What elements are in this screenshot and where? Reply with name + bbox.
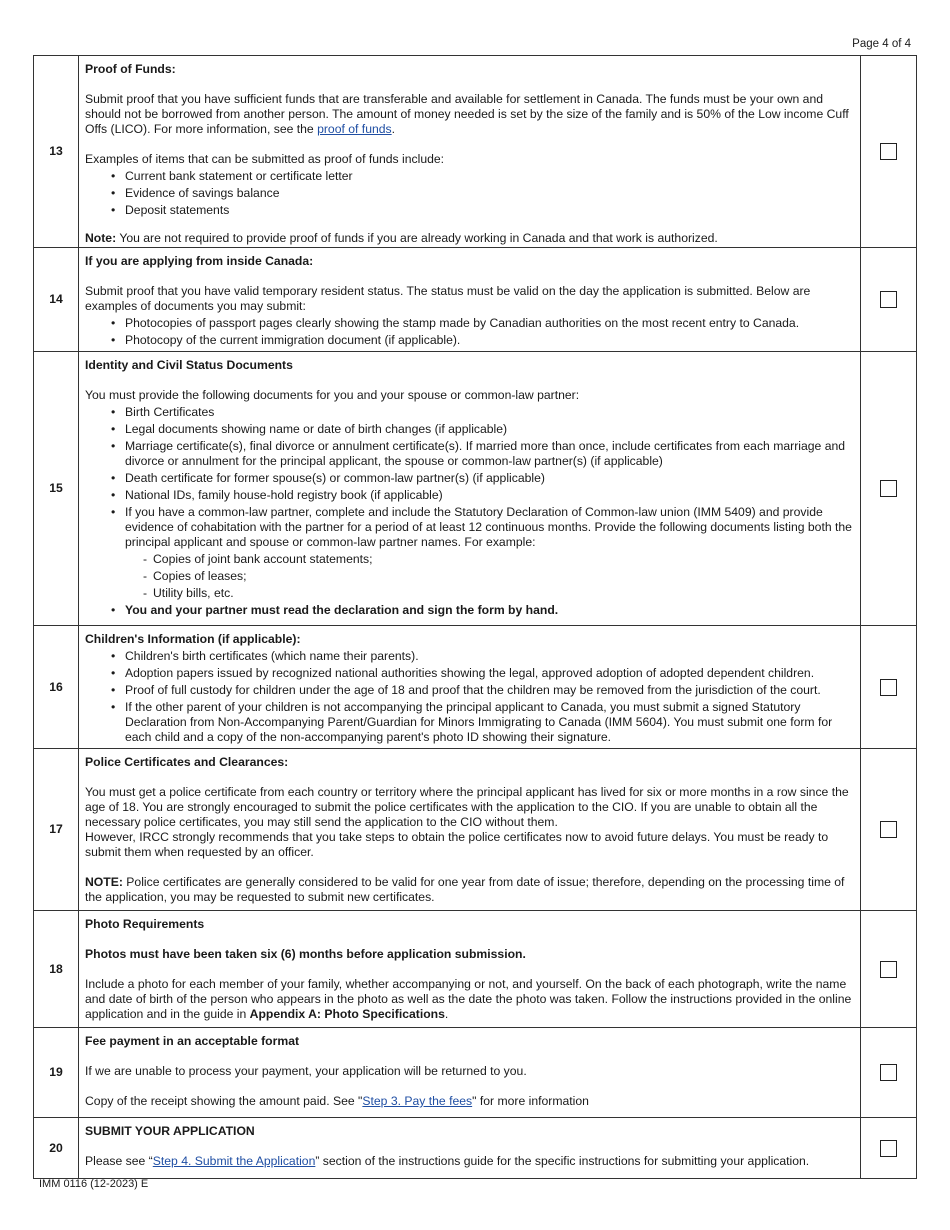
note: NOTE: Police certificates are generally considered to be valid for one year from date of issue; therefore, depending on the processing time of the application, you may be requested to submit new certificates. (85, 875, 845, 904)
sub-list (125, 552, 854, 601)
row-content (79, 626, 861, 749)
row-content (79, 56, 861, 248)
list-item: • If the other parent of your children is not accompanying the principal applicant to Canada, you must submit a signed Statutory Declaration from Non-Accompanying Parent/Guardian for Minors Immigrating to Canada (IMM 5604). You must submit one form for each child and a copy of the non-accompanying parent's photo ID showing their signature. (111, 700, 854, 745)
paragraph: If we are unable to process your payment, your application will be returned to you. (85, 1064, 527, 1078)
checkbox[interactable] (880, 821, 897, 838)
row-title: Fee payment in an acceptable format (85, 1034, 300, 1048)
row-number: 13 (34, 56, 79, 248)
checkbox[interactable] (880, 1140, 897, 1157)
page-number: Page 4 of 4 (852, 38, 911, 50)
row-number: 17 (34, 749, 79, 911)
list-item: • Marriage certificate(s), final divorce or annulment certificate(s). If married more than once, include certificates from each marriage and divorce or annulment for the principal applicant, the spouse or common-law partner(s) (if applicable) (111, 439, 854, 469)
row-title: SUBMIT YOUR APPLICATION (85, 1124, 255, 1138)
paragraph: Copy of the receipt showing the amount paid. See "Step 3. Pay the fees" for more information (85, 1094, 589, 1108)
row-subtitle: Photos must have been taken six (6) months before application submission. (85, 947, 526, 961)
list-item: • Proof of full custody for children under the age of 18 and proof that the children may be removed from the jurisdiction of the court. (111, 683, 854, 698)
row-number: 20 (34, 1118, 79, 1179)
row-number: 15 (34, 352, 79, 626)
paragraph: Examples of items that can be submitted as proof of funds include: (85, 152, 445, 166)
row-content (79, 1118, 861, 1179)
table-row (34, 352, 917, 626)
note: Note: You are not required to provide proof of funds if you are already working in Canada and that work is authorized. (85, 231, 718, 245)
submit-application-link[interactable]: Step 4. Submit the Application (152, 1154, 316, 1168)
form-id: IMM 0116 (12-2023) E (39, 1178, 149, 1190)
sub-list-item: - Copies of leases; (143, 569, 854, 584)
row-number: 19 (34, 1028, 79, 1118)
table-row (34, 248, 917, 352)
paragraph: Submit proof that you have sufficient funds that are transferable and available for settlement in Canada. The funds must be your own and should not be borrowed from another person. The amount of money needed is set by the size of the family and is 50% of the Low income Cuff Offs (LICO). For more information, see the proof of funds. (85, 92, 849, 136)
paragraph: Include a photo for each member of your family, whether accompanying or not, and yourself. On the back of each photograph, write the name and date of birth of the person who appears in the photo as well as the date the photo was taken. Follow the instructions provided in the online application and in the guide in Appendix A: Photo Specifications. (85, 977, 852, 1021)
sub-list-item: - Copies of joint bank account statements; (143, 552, 854, 567)
list-item: • Death certificate for former spouse(s) or common-law partner(s) (if applicable) (111, 471, 854, 486)
table-row (34, 1028, 917, 1118)
list-item: • If you have a common-law partner, complete and include the Statutory Declaration of Common-law union (IMM 5409) and provide evidence of cohabitation with the partner for a period of at least 12 continuous months. Provide the following documents listing both the principal applicant and spouse or common-law partner names. For example: - Copies of joint bank account statements; - Copies of leases; - Utility bills, etc. (111, 505, 854, 601)
list-item: • National IDs, family house-hold registry book (if applicable) (111, 488, 854, 503)
row-number: 18 (34, 911, 79, 1028)
proof-of-funds-link[interactable]: proof of funds (317, 122, 392, 136)
row-content (79, 248, 861, 352)
row-title: If you are applying from inside Canada: (85, 254, 314, 268)
paragraph: You must provide the following documents for you and your spouse or common-law partner: (85, 388, 580, 402)
list-item: • Photocopy of the current immigration document (if applicable). (111, 333, 854, 348)
bullet-list (85, 316, 854, 348)
row-number: 16 (34, 626, 79, 749)
checkbox[interactable] (880, 961, 897, 978)
checkbox[interactable] (880, 143, 897, 160)
table-row (34, 749, 917, 911)
table-row (34, 56, 917, 248)
row-title: Police Certificates and Clearances: (85, 755, 289, 769)
pay-fees-link[interactable]: Step 3. Pay the fees (362, 1094, 473, 1108)
row-content (79, 1028, 861, 1118)
checklist-table (33, 55, 917, 1179)
paragraph: Please see “Step 4. Submit the Application” section of the instructions guide for the specific instructions for submitting your application. (85, 1154, 810, 1168)
bullet-list (85, 405, 854, 618)
row-content (79, 911, 861, 1028)
row-title: Identity and Civil Status Documents (85, 358, 293, 372)
table-row (34, 911, 917, 1028)
paragraph: However, IRCC strongly recommends that you take steps to obtain the police certificates now to avoid future delays. You must be ready to submit them when requested by an officer. (85, 830, 829, 859)
list-item: • Evidence of savings balance (111, 186, 854, 201)
list-item: • Adoption papers issued by recognized national authorities showing the legal, approved adoption of adopted dependent children. (111, 666, 854, 681)
list-item: • Photocopies of passport pages clearly showing the stamp made by Canadian authorities on the most recent entry to Canada. (111, 316, 854, 331)
checkbox[interactable] (880, 1064, 897, 1081)
row-number: 14 (34, 248, 79, 352)
paragraph: You must get a police certificate from each country or territory where the principal applicant has lived for six or more months in a row since the age of 18. You are strongly encouraged to submit the police certificates with the application to the CIO. If you are unable to obtain all the necessary police certificates, you may still send the application to the CIO without them. (85, 785, 849, 829)
sub-list-item: - Utility bills, etc. (143, 586, 854, 601)
checkbox[interactable] (880, 480, 897, 497)
row-title: Proof of Funds: (85, 62, 176, 76)
list-item: • You and your partner must read the declaration and sign the form by hand. (111, 603, 854, 618)
list-item: • Current bank statement or certificate letter (111, 169, 854, 184)
row-content (79, 749, 861, 911)
row-content (79, 352, 861, 626)
bullet-list (85, 649, 854, 745)
table-row (34, 626, 917, 749)
checkbox[interactable] (880, 291, 897, 308)
list-item: • Legal documents showing name or date of birth changes (if applicable) (111, 422, 854, 437)
list-item: • Birth Certificates (111, 405, 854, 420)
table-row (34, 1118, 917, 1179)
list-item: • Children's birth certificates (which name their parents). (111, 649, 854, 664)
row-title: Photo Requirements (85, 917, 205, 931)
list-item: • Deposit statements (111, 203, 854, 218)
row-title: Children's Information (if applicable): (85, 632, 301, 646)
bullet-list (85, 169, 854, 218)
checkbox[interactable] (880, 679, 897, 696)
paragraph: Submit proof that you have valid temporary resident status. The status must be valid on the day the application is submitted. Below are examples of documents you may submit: (85, 284, 811, 313)
